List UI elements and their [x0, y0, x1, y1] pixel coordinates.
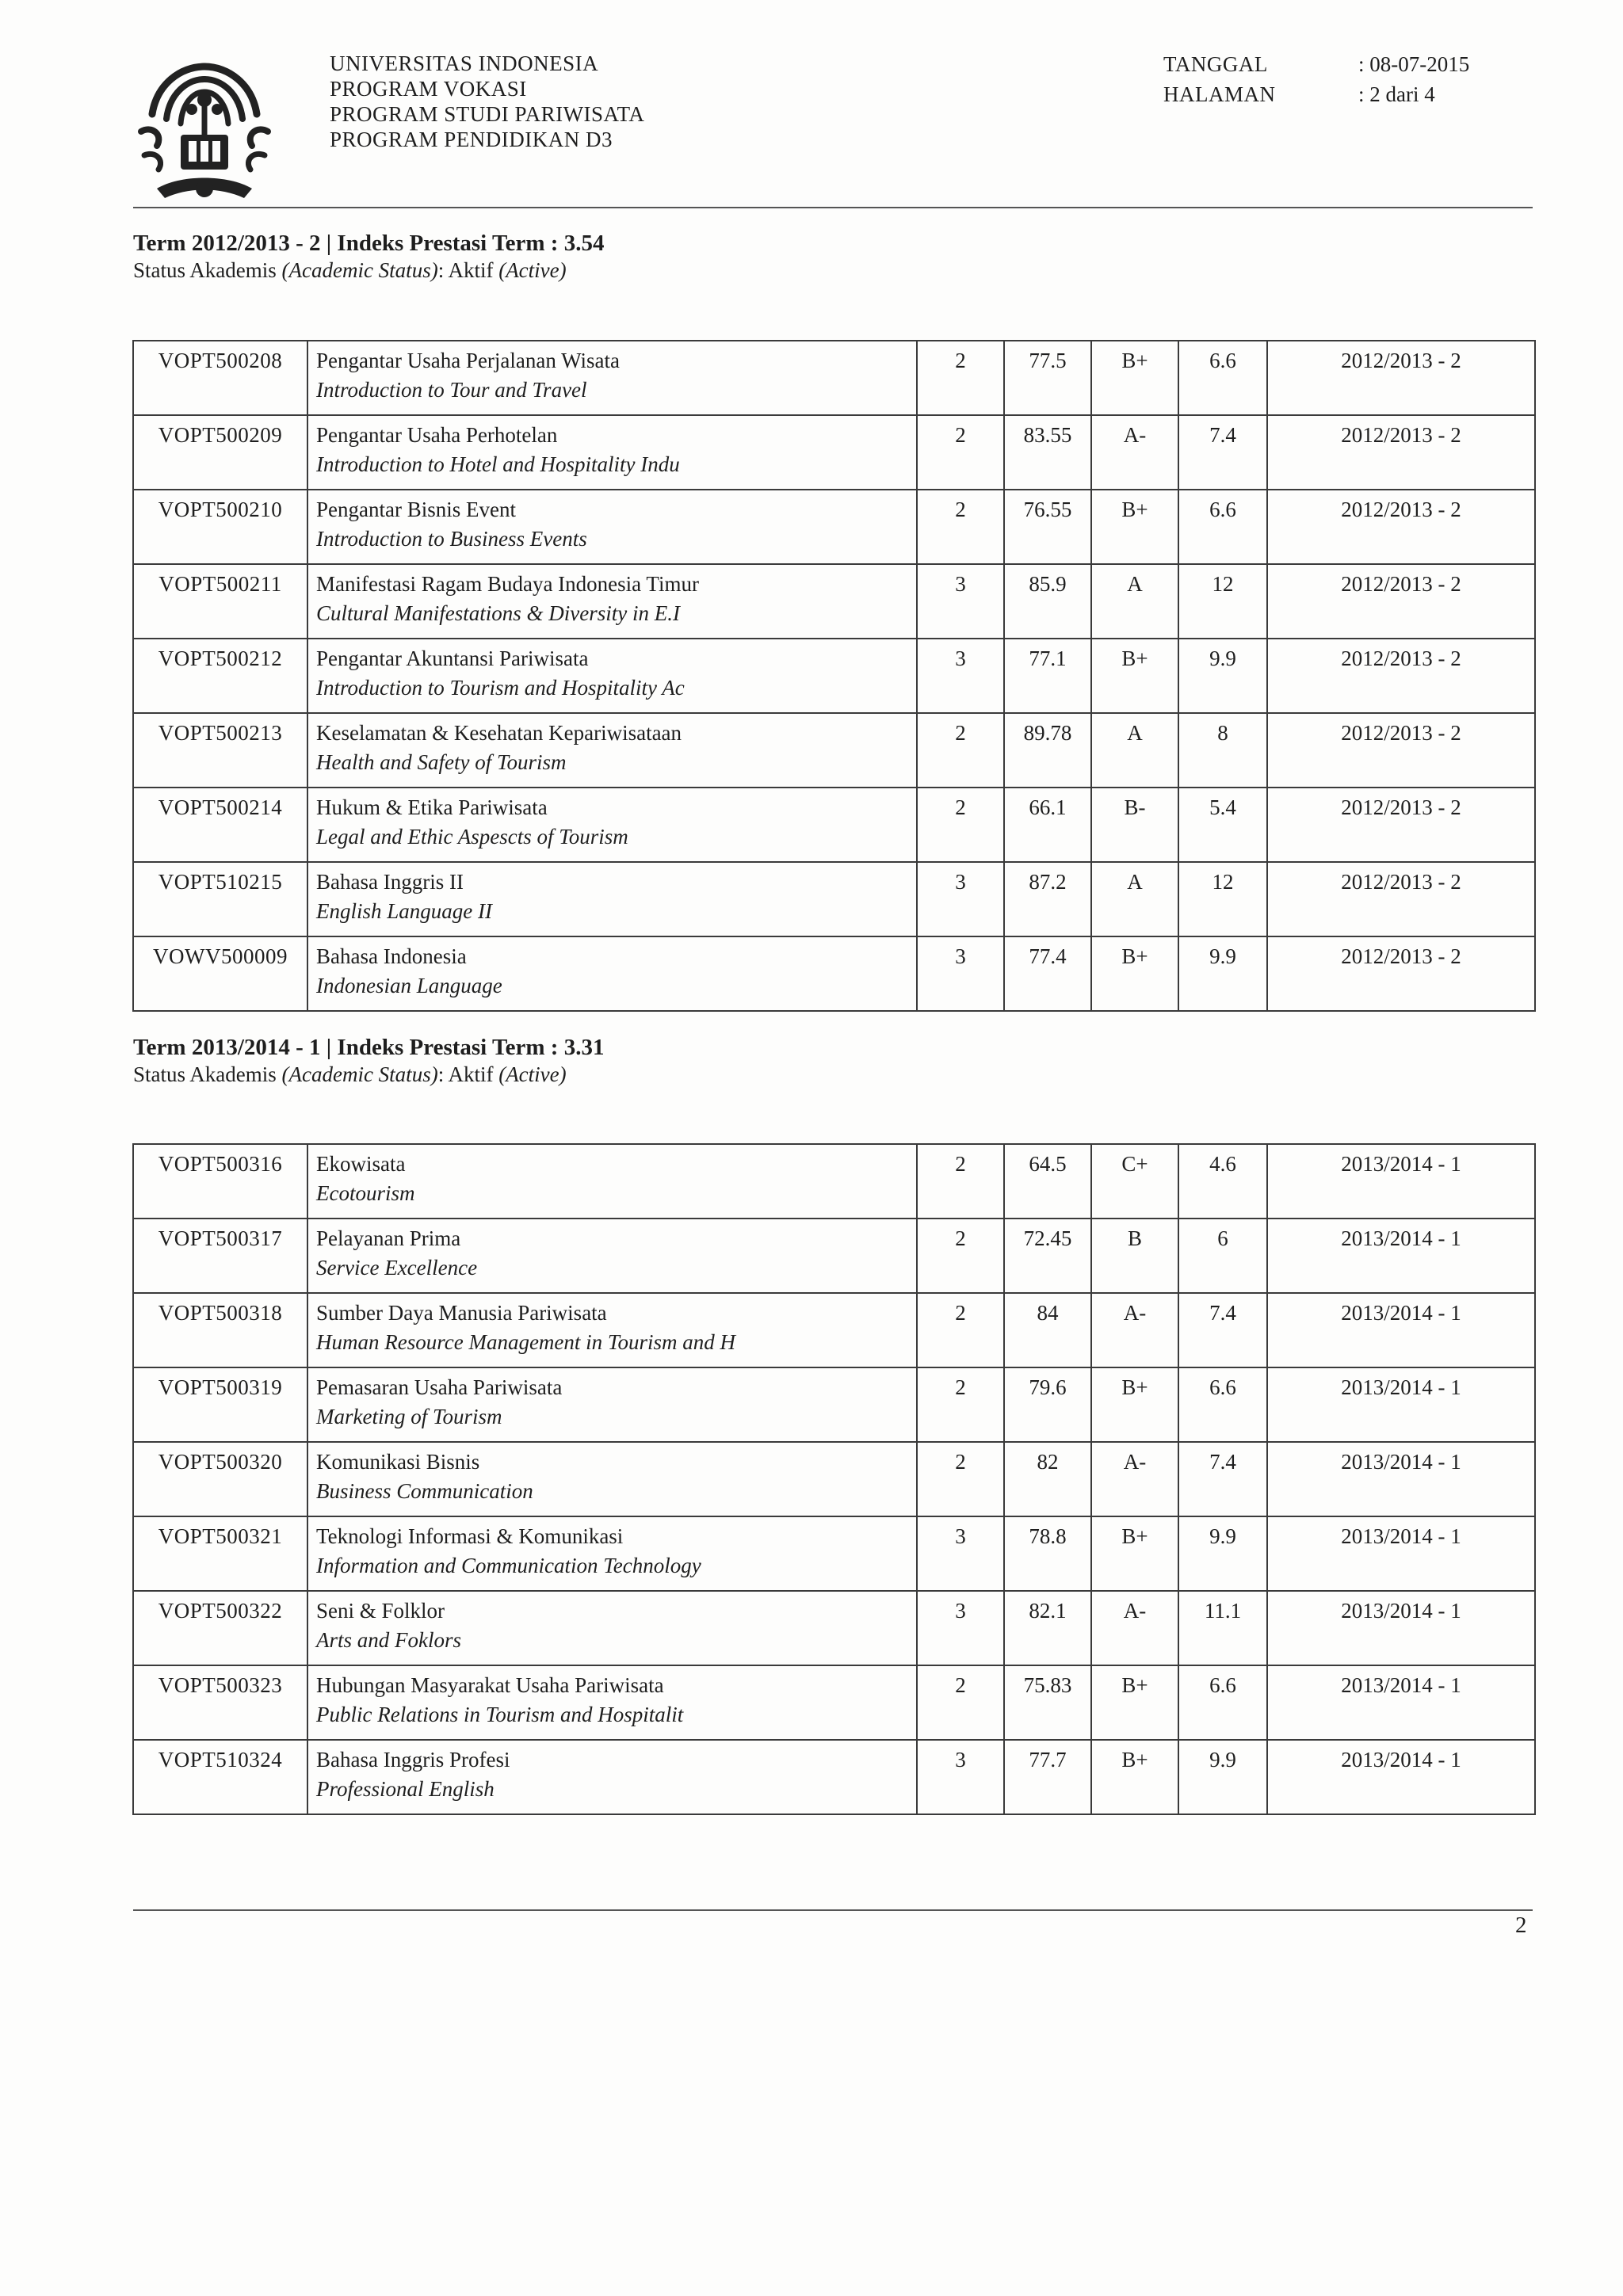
credits: 2 — [917, 1219, 1004, 1293]
credits: 3 — [917, 862, 1004, 936]
table-row — [133, 1740, 1535, 1814]
table-row — [133, 415, 1535, 490]
document-meta — [1163, 49, 1469, 109]
course-name: Pemasaran Usaha Pariwisata — [316, 1375, 563, 1399]
term-period: 2012/2013 - 2 — [1267, 490, 1535, 564]
course-name-english: Indonesian Language — [316, 974, 502, 997]
credits: 2 — [917, 1442, 1004, 1516]
term-period: 2013/2014 - 1 — [1267, 1665, 1535, 1740]
score: 72.45 — [1004, 1219, 1091, 1293]
course-name-cell — [307, 490, 917, 564]
term-period: 2013/2014 - 1 — [1267, 1591, 1535, 1665]
course-name-cell — [307, 341, 917, 415]
table-row — [133, 1144, 1535, 1219]
grade: A- — [1091, 1293, 1178, 1367]
score: 87.2 — [1004, 862, 1091, 936]
course-name-cell — [307, 1442, 917, 1516]
course-name-english: Introduction to Hotel and Hospitality Indu — [316, 452, 680, 476]
grade: B — [1091, 1219, 1178, 1293]
course-name-cell — [307, 1144, 917, 1219]
course-name-cell — [307, 1516, 917, 1591]
credits: 2 — [917, 415, 1004, 490]
score: 82 — [1004, 1442, 1091, 1516]
course-name: Pengantar Bisnis Event — [316, 498, 516, 521]
header-divider — [133, 207, 1533, 208]
grade-points: 7.4 — [1178, 1442, 1267, 1516]
grades-table — [132, 340, 1536, 1012]
course-code: VOPT500316 — [133, 1144, 307, 1219]
page-value: : 2 dari 4 — [1358, 82, 1435, 106]
grade-points: 6.6 — [1178, 490, 1267, 564]
grade-points: 9.9 — [1178, 1516, 1267, 1591]
term-period: 2013/2014 - 1 — [1267, 1293, 1535, 1367]
score: 75.83 — [1004, 1665, 1091, 1740]
course-name: Keselamatan & Kesehatan Kepariwisataan — [316, 721, 682, 745]
table-row — [133, 788, 1535, 862]
course-code: VOPT500209 — [133, 415, 307, 490]
grade: A- — [1091, 1442, 1178, 1516]
course-code: VOPT500214 — [133, 788, 307, 862]
grade: B+ — [1091, 936, 1178, 1011]
score: 66.1 — [1004, 788, 1091, 862]
grade-points: 8 — [1178, 713, 1267, 788]
grades-table — [132, 1143, 1536, 1815]
term-period: 2012/2013 - 2 — [1267, 862, 1535, 936]
course-name-english: Public Relations in Tourism and Hospitalit — [316, 1703, 684, 1726]
course-name: Pengantar Usaha Perjalanan Wisata — [316, 349, 621, 372]
course-name-english: Business Communication — [316, 1479, 533, 1503]
course-name: Bahasa Indonesia — [316, 944, 467, 968]
credits: 3 — [917, 1591, 1004, 1665]
score: 85.9 — [1004, 564, 1091, 639]
course-name-english: Service Excellence — [316, 1256, 478, 1280]
course-name-cell — [307, 564, 917, 639]
credits: 2 — [917, 341, 1004, 415]
course-name: Pengantar Usaha Perhotelan — [316, 423, 558, 447]
course-name: Ekowisata — [316, 1152, 406, 1176]
term-period: 2013/2014 - 1 — [1267, 1219, 1535, 1293]
table-row — [133, 1293, 1535, 1367]
course-name-cell — [307, 1591, 917, 1665]
grade-points: 6.6 — [1178, 1665, 1267, 1740]
grade: B+ — [1091, 639, 1178, 713]
score: 84 — [1004, 1293, 1091, 1367]
footer-divider — [133, 1909, 1533, 1911]
table-row — [133, 713, 1535, 788]
course-code: VOPT500322 — [133, 1591, 307, 1665]
score: 83.55 — [1004, 415, 1091, 490]
course-name-cell — [307, 1219, 917, 1293]
table-row — [133, 564, 1535, 639]
term-period: 2013/2014 - 1 — [1267, 1516, 1535, 1591]
grade: B+ — [1091, 341, 1178, 415]
grade: B+ — [1091, 1740, 1178, 1814]
course-name: Pelayanan Prima — [316, 1226, 461, 1250]
grade: B+ — [1091, 1665, 1178, 1740]
course-code: VOPT500323 — [133, 1665, 307, 1740]
course-name: Seni & Folklor — [316, 1599, 445, 1623]
term-heading — [133, 1034, 604, 1088]
course-code: VOPT500320 — [133, 1442, 307, 1516]
course-code: VOPT500319 — [133, 1367, 307, 1442]
grade-points: 6.6 — [1178, 341, 1267, 415]
course-name: Komunikasi Bisnis — [316, 1450, 480, 1474]
grade-points: 7.4 — [1178, 1293, 1267, 1367]
course-name-english: Cultural Manifestations & Diversity in E.I — [316, 601, 680, 625]
course-name-english: Health and Safety of Tourism — [316, 750, 567, 774]
course-name-english: Information and Communication Technology — [316, 1554, 701, 1577]
table-row — [133, 639, 1535, 713]
score: 76.55 — [1004, 490, 1091, 564]
table-row — [133, 341, 1535, 415]
table-row — [133, 862, 1535, 936]
course-code: VOPT500210 — [133, 490, 307, 564]
course-name-cell — [307, 1665, 917, 1740]
course-name: Manifestasi Ragam Budaya Indonesia Timur — [316, 572, 699, 596]
credits: 2 — [917, 1144, 1004, 1219]
institution-line: PROGRAM STUDI PARIWISATA — [330, 102, 645, 126]
credits: 2 — [917, 788, 1004, 862]
term-period: 2013/2014 - 1 — [1267, 1367, 1535, 1442]
credits: 3 — [917, 564, 1004, 639]
institution-block — [330, 51, 644, 152]
university-logo-icon — [125, 52, 284, 211]
table-row — [133, 1367, 1535, 1442]
course-code: VOPT500213 — [133, 713, 307, 788]
course-name: Pengantar Akuntansi Pariwisata — [316, 646, 589, 670]
course-code: VOPT500211 — [133, 564, 307, 639]
course-code: VOWV500009 — [133, 936, 307, 1011]
term-heading — [133, 230, 604, 284]
course-name-cell — [307, 788, 917, 862]
grade: A — [1091, 564, 1178, 639]
course-name: Hukum & Etika Pariwisata — [316, 795, 548, 819]
course-name-english: Introduction to Business Events — [316, 527, 587, 551]
institution-line: UNIVERSITAS INDONESIA — [330, 51, 599, 75]
table-row — [133, 936, 1535, 1011]
term-period: 2012/2013 - 2 — [1267, 564, 1535, 639]
term-period: 2012/2013 - 2 — [1267, 639, 1535, 713]
grade-points: 6 — [1178, 1219, 1267, 1293]
grade: C+ — [1091, 1144, 1178, 1219]
credits: 3 — [917, 936, 1004, 1011]
course-code: VOPT500208 — [133, 341, 307, 415]
academic-status: Status Akademis (Academic Status): Aktif (Active) — [133, 258, 567, 282]
credits: 2 — [917, 1293, 1004, 1367]
course-name-english: Introduction to Tourism and Hospitality Ac — [316, 676, 685, 700]
score: 89.78 — [1004, 713, 1091, 788]
term-period: 2012/2013 - 2 — [1267, 341, 1535, 415]
course-name-english: Professional English — [316, 1777, 495, 1801]
grade: A- — [1091, 415, 1178, 490]
score: 77.5 — [1004, 341, 1091, 415]
course-name-cell — [307, 1293, 917, 1367]
grade-points: 4.6 — [1178, 1144, 1267, 1219]
grade-points: 7.4 — [1178, 415, 1267, 490]
term-period: 2012/2013 - 2 — [1267, 936, 1535, 1011]
credits: 3 — [917, 639, 1004, 713]
grade-points: 12 — [1178, 862, 1267, 936]
institution-line: PROGRAM VOKASI — [330, 77, 527, 101]
course-name: Bahasa Inggris II — [316, 870, 464, 894]
term-period: 2012/2013 - 2 — [1267, 788, 1535, 862]
course-code: VOPT500321 — [133, 1516, 307, 1591]
term-period: 2013/2014 - 1 — [1267, 1740, 1535, 1814]
credits: 2 — [917, 1367, 1004, 1442]
score: 77.7 — [1004, 1740, 1091, 1814]
grade: B- — [1091, 788, 1178, 862]
term-period: 2013/2014 - 1 — [1267, 1144, 1535, 1219]
date-value: : 08-07-2015 — [1358, 52, 1470, 76]
table-row — [133, 1219, 1535, 1293]
term-title: Term 2012/2013 - 2 | Indeks Prestasi Term : 3.54 — [133, 231, 605, 256]
course-name-cell — [307, 1740, 917, 1814]
grade: B+ — [1091, 490, 1178, 564]
course-name-english: Ecotourism — [316, 1181, 415, 1205]
course-name-english: Human Resource Management in Tourism and H — [316, 1330, 735, 1354]
course-name-cell — [307, 862, 917, 936]
score: 77.1 — [1004, 639, 1091, 713]
page-number: 2 — [1515, 1913, 1527, 1938]
course-name: Teknologi Informasi & Komunikasi — [316, 1524, 624, 1548]
course-code: VOPT510324 — [133, 1740, 307, 1814]
date-label: TANGGAL — [1163, 52, 1268, 76]
table-row — [133, 1591, 1535, 1665]
course-name-english: English Language II — [316, 899, 492, 923]
score: 82.1 — [1004, 1591, 1091, 1665]
term-period: 2012/2013 - 2 — [1267, 713, 1535, 788]
score: 79.6 — [1004, 1367, 1091, 1442]
credits: 2 — [917, 490, 1004, 564]
course-code: VOPT500317 — [133, 1219, 307, 1293]
credits: 3 — [917, 1740, 1004, 1814]
grade-points: 9.9 — [1178, 639, 1267, 713]
course-code: VOPT510215 — [133, 862, 307, 936]
course-name-cell — [307, 1367, 917, 1442]
course-name: Bahasa Inggris Profesi — [316, 1748, 510, 1772]
page-label: HALAMAN — [1163, 82, 1276, 106]
grade: B+ — [1091, 1367, 1178, 1442]
table-row — [133, 490, 1535, 564]
course-name-cell — [307, 713, 917, 788]
grade-points: 9.9 — [1178, 1740, 1267, 1814]
grade-points: 12 — [1178, 564, 1267, 639]
table-row — [133, 1516, 1535, 1591]
course-name-english: Introduction to Tour and Travel — [316, 378, 587, 402]
course-name-cell — [307, 639, 917, 713]
course-name-cell — [307, 415, 917, 490]
course-name-english: Arts and Foklors — [316, 1628, 462, 1652]
table-row — [133, 1442, 1535, 1516]
credits: 2 — [917, 713, 1004, 788]
course-name-cell — [307, 936, 917, 1011]
table-row — [133, 1665, 1535, 1740]
credits: 3 — [917, 1516, 1004, 1591]
score: 64.5 — [1004, 1144, 1091, 1219]
grade: A — [1091, 862, 1178, 936]
score: 77.4 — [1004, 936, 1091, 1011]
term-title: Term 2013/2014 - 1 | Indeks Prestasi Term : 3.31 — [133, 1035, 605, 1060]
course-code: VOPT500212 — [133, 639, 307, 713]
credits: 2 — [917, 1665, 1004, 1740]
academic-status: Status Akademis (Academic Status): Aktif (Active) — [133, 1062, 567, 1086]
grade-points: 11.1 — [1178, 1591, 1267, 1665]
course-code: VOPT500318 — [133, 1293, 307, 1367]
term-period: 2013/2014 - 1 — [1267, 1442, 1535, 1516]
course-name-english: Legal and Ethic Aspescts of Tourism — [316, 825, 628, 849]
term-period: 2012/2013 - 2 — [1267, 415, 1535, 490]
score: 78.8 — [1004, 1516, 1091, 1591]
institution-line: PROGRAM PENDIDIKAN D3 — [330, 128, 613, 151]
grade: A- — [1091, 1591, 1178, 1665]
course-name: Sumber Daya Manusia Pariwisata — [316, 1301, 607, 1325]
grade: A — [1091, 713, 1178, 788]
grade-points: 9.9 — [1178, 936, 1267, 1011]
grade: B+ — [1091, 1516, 1178, 1591]
grade-points: 6.6 — [1178, 1367, 1267, 1442]
grade-points: 5.4 — [1178, 788, 1267, 862]
course-name-english: Marketing of Tourism — [316, 1405, 502, 1428]
course-name: Hubungan Masyarakat Usaha Pariwisata — [316, 1673, 664, 1697]
